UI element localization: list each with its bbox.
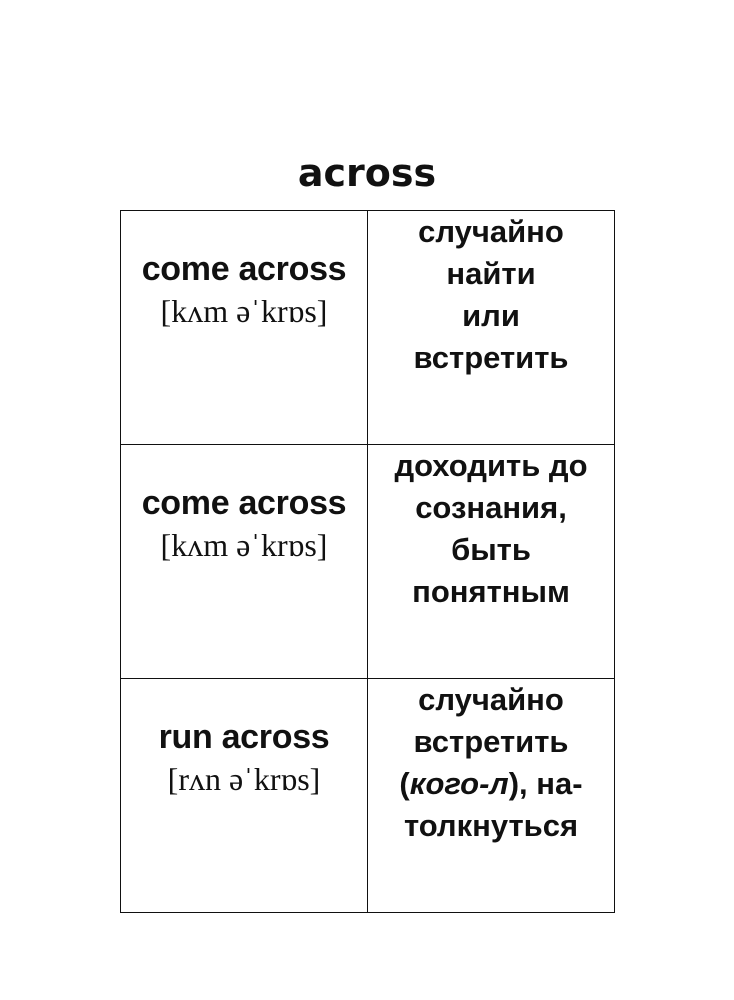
translation-line — [374, 763, 608, 805]
translation-line: найти — [446, 256, 536, 291]
phrase-cell — [121, 679, 368, 913]
table-row — [121, 445, 615, 679]
transcription: [kʌm əˈkrɒs] — [160, 293, 328, 329]
vocabulary-table — [120, 210, 615, 913]
translation-line: сознания, — [415, 490, 567, 525]
translation — [368, 211, 614, 379]
translation-line: доходить до — [394, 448, 588, 483]
translation-cell — [368, 211, 615, 445]
phrase: run across — [158, 718, 330, 756]
translation-line: встретить — [413, 724, 569, 759]
translation-line: случайно — [418, 682, 564, 717]
transcription: [rʌn əˈkrɒs] — [167, 761, 321, 797]
translation-line: случайно — [418, 214, 564, 249]
translation — [368, 679, 614, 847]
table-row — [121, 679, 615, 913]
phrase-cell — [121, 211, 368, 445]
translation — [368, 445, 614, 613]
phrase-cell — [121, 445, 368, 679]
table-row — [121, 211, 615, 445]
phrase: come across — [141, 250, 347, 288]
translation-paren-open: ( — [399, 766, 410, 801]
transcription: [kʌm əˈkrɒs] — [160, 527, 328, 563]
translation-line: быть — [451, 532, 531, 567]
phrase: come across — [141, 484, 347, 522]
translation-line: встретить — [413, 340, 569, 375]
translation-cell — [368, 679, 615, 913]
translation-cell — [368, 445, 615, 679]
translation-line: понятным — [412, 574, 570, 609]
translation-line: или — [462, 298, 520, 333]
translation-paren-close: ), на- — [508, 766, 583, 801]
translation-italic: кого-л — [409, 766, 509, 801]
page-title: across — [297, 151, 437, 195]
translation-line: толкнуться — [403, 808, 579, 843]
